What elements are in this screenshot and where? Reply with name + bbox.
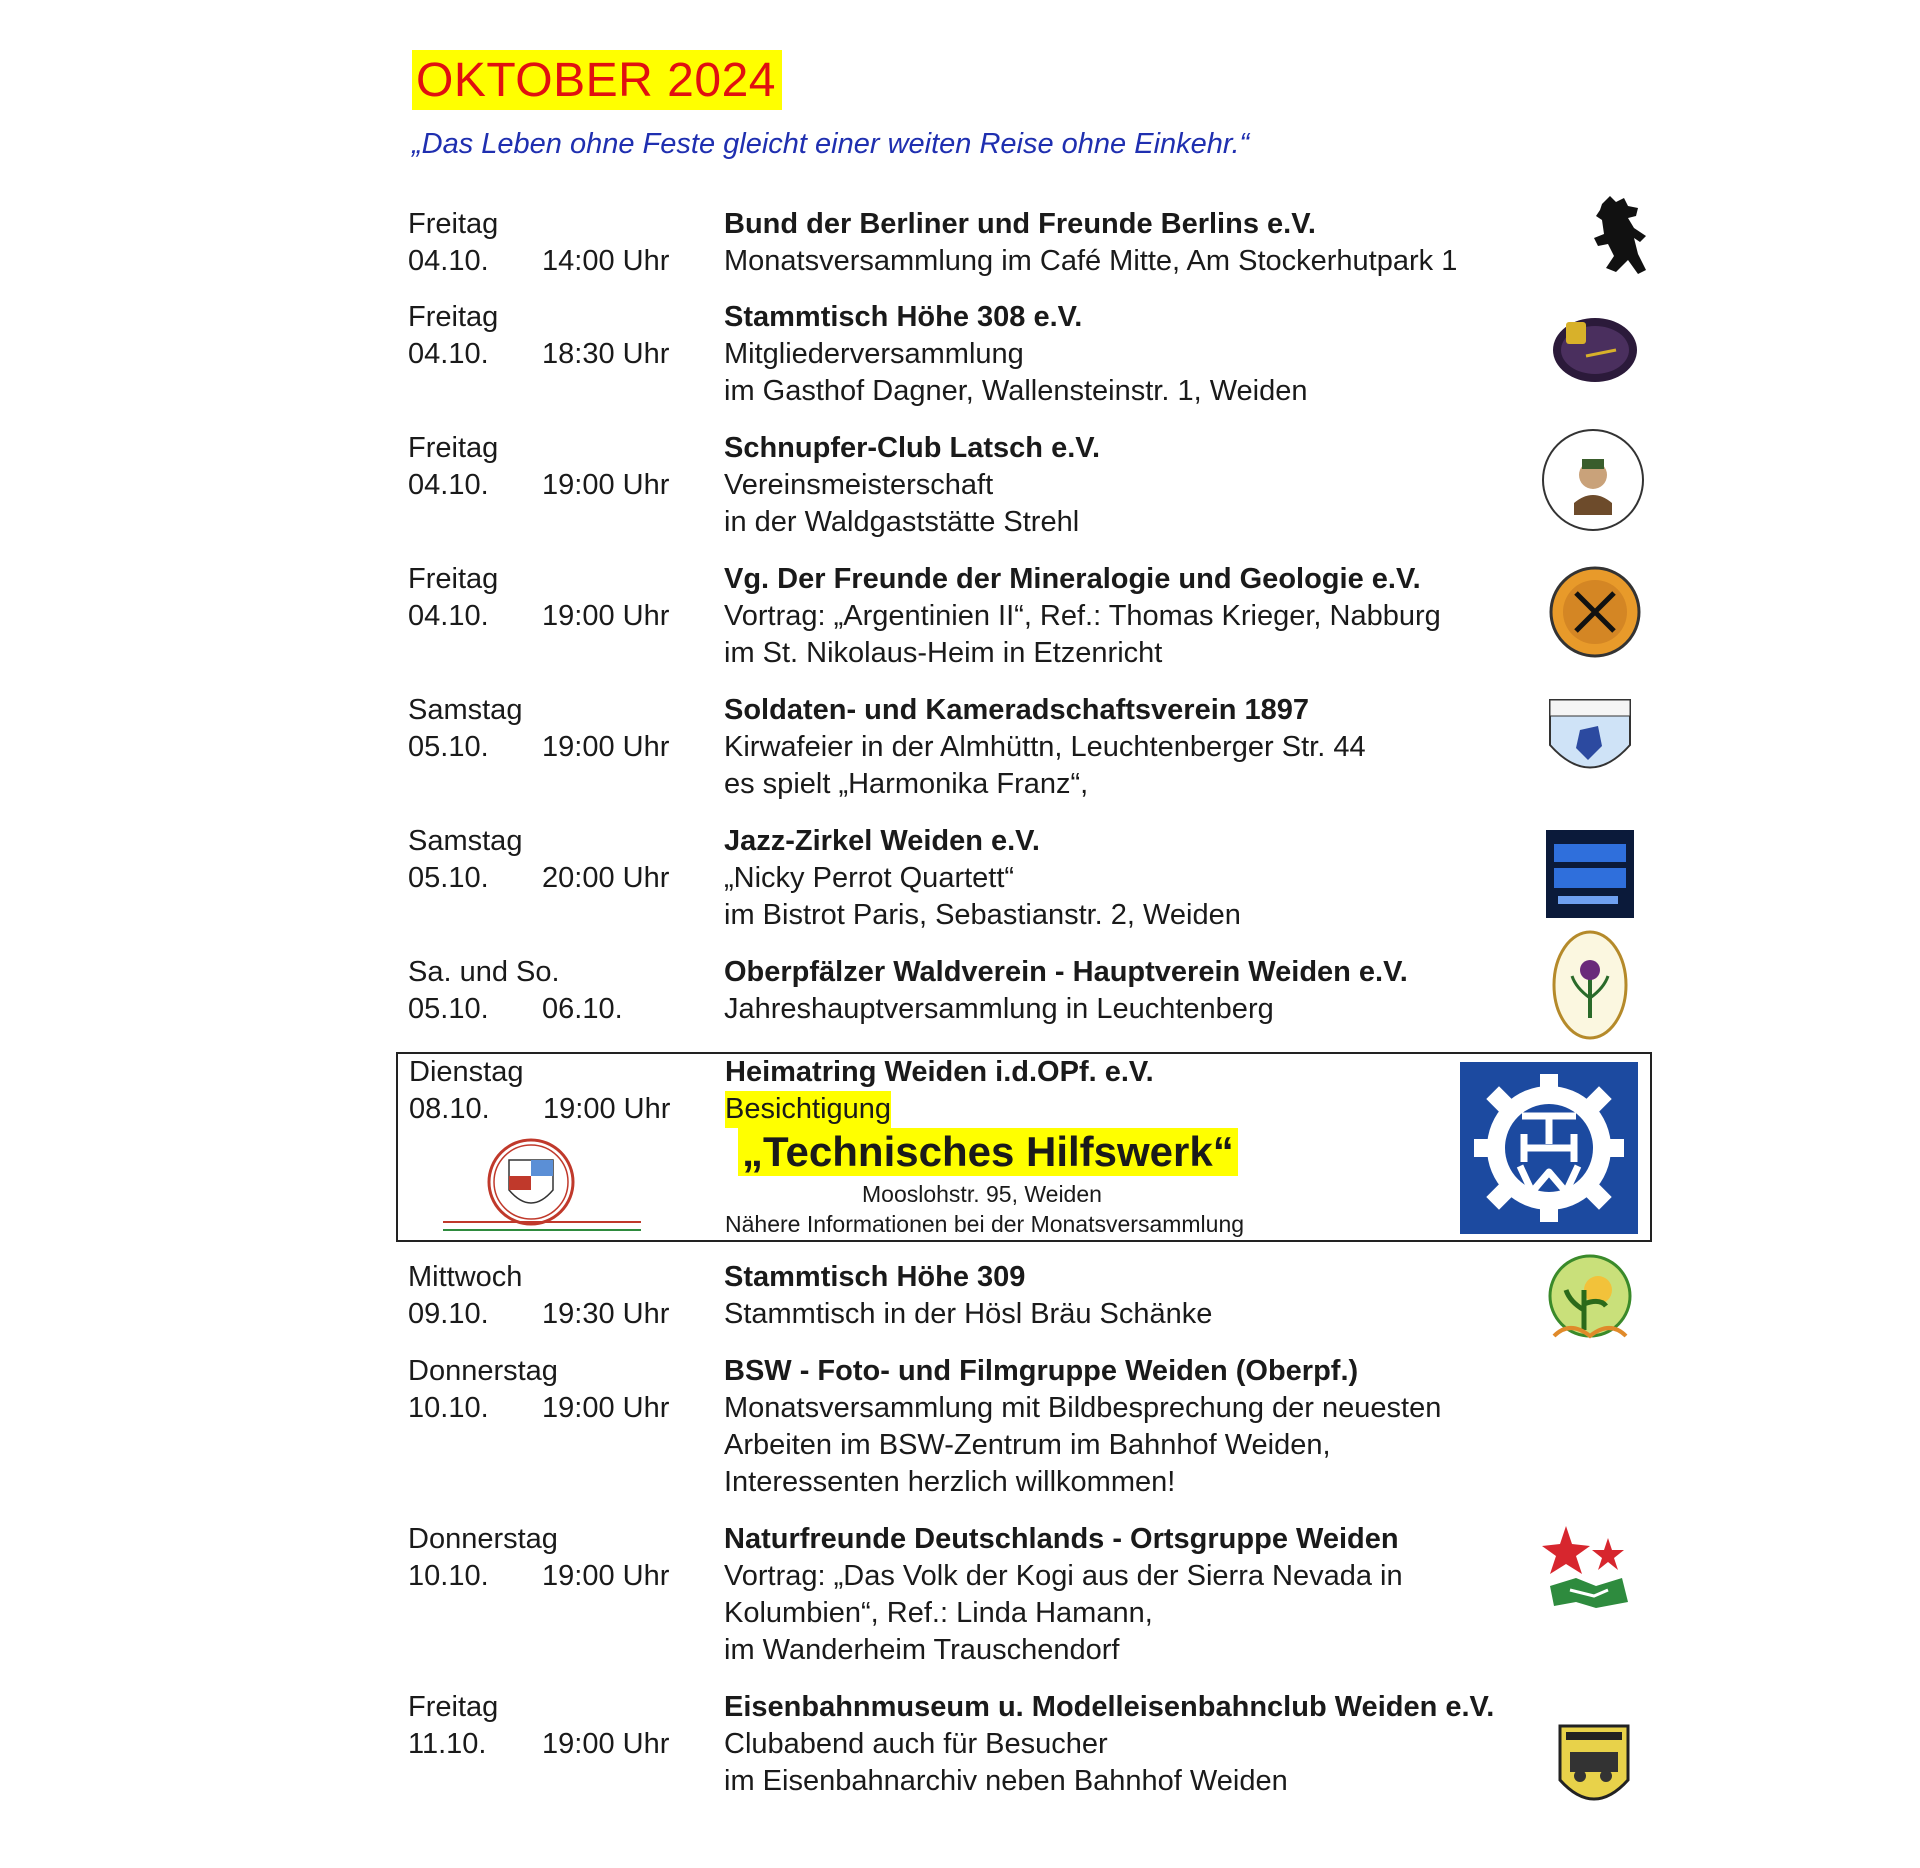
event-description: „Nicky Perrot Quartett“ xyxy=(724,862,1015,894)
event-day: Samstag xyxy=(408,825,523,857)
event-time: 19:00 Uhr xyxy=(542,1728,670,1760)
event-description: Vortrag: „Argentinien II“, Ref.: Thomas Krieger, Nabburg xyxy=(724,600,1441,632)
motto-quote: „Das Leben ohne Feste gleicht einer weiten Reise ohne Einkehr.“ xyxy=(412,128,1250,160)
waldverein-oval-icon xyxy=(1550,928,1630,1043)
event-description: Mitgliederversammlung xyxy=(724,338,1024,370)
event-time: 19:00 Uhr xyxy=(542,1560,670,1592)
event-time: 20:00 Uhr xyxy=(542,862,670,894)
event-day: Samstag xyxy=(408,694,523,726)
event-date: 11.10. xyxy=(408,1728,487,1760)
event-time: 19:00 Uhr xyxy=(542,1392,670,1424)
event-organizer: BSW - Foto- und Filmgruppe Weiden (Oberpf.) xyxy=(724,1355,1359,1387)
event-day: Donnerstag xyxy=(408,1523,558,1555)
jazz-zirkel-logo-icon xyxy=(1546,830,1634,918)
event-description: Vereinsmeisterschaft xyxy=(724,469,994,501)
event-description: im St. Nikolaus-Heim in Etzenricht xyxy=(724,637,1163,669)
mineralogy-hammer-badge-icon xyxy=(1548,565,1643,660)
hoehe-309-plant-icon xyxy=(1540,1250,1640,1350)
event-date: 10.10. xyxy=(408,1560,489,1592)
event-time: 19:00 Uhr xyxy=(542,600,670,632)
event-date: 04.10. xyxy=(408,245,489,277)
event-description: Kolumbien“, Ref.: Linda Hamann, xyxy=(724,1597,1153,1629)
event-time: 14:00 Uhr xyxy=(542,245,670,277)
month-title: OKTOBER 2024 xyxy=(412,50,782,110)
event-organizer: Stammtisch Höhe 309 xyxy=(724,1261,1026,1293)
event-date: 04.10. xyxy=(408,469,489,501)
event-date: 05.10. xyxy=(408,731,489,763)
event-time: 18:30 Uhr xyxy=(542,338,670,370)
event-organizer: Schnupfer-Club Latsch e.V. xyxy=(724,432,1100,464)
eisenbahnmuseum-shield-icon xyxy=(1556,1722,1632,1818)
event-day: Donnerstag xyxy=(408,1355,558,1387)
featured-address: Mooslohstr. 95, Weiden xyxy=(862,1181,1102,1207)
naturfreunde-handshake-icon xyxy=(1536,1516,1636,1616)
event-organizer: Heimatring Weiden i.d.OPf. e.V. xyxy=(725,1056,1154,1088)
event-time: 19:00 Uhr xyxy=(542,731,670,763)
featured-label: Besichtigung xyxy=(725,1091,891,1128)
thw-gear-logo-icon xyxy=(1460,1062,1638,1234)
event-date: 05.10. xyxy=(408,993,489,1025)
event-time: 19:00 Uhr xyxy=(542,469,670,501)
event-organizer: Bund der Berliner und Freunde Berlins e.V. xyxy=(724,208,1316,240)
event-organizer: Oberpfälzer Waldverein - Hauptverein Weiden e.V. xyxy=(724,956,1408,988)
event-date: 10.10. xyxy=(408,1392,489,1424)
event-description: Interessenten herzlich willkommen! xyxy=(724,1466,1176,1498)
event-day: Freitag xyxy=(408,208,499,240)
event-description: im Eisenbahnarchiv neben Bahnhof Weiden xyxy=(724,1765,1288,1797)
event-day: Freitag xyxy=(408,1691,499,1723)
event-day: Mittwoch xyxy=(408,1261,523,1293)
event-description: Stammtisch in der Hösl Bräu Schänke xyxy=(724,1298,1213,1330)
event-day: Freitag xyxy=(408,432,499,464)
event-date: 09.10. xyxy=(408,1298,489,1330)
event-day: Freitag xyxy=(408,301,499,333)
event-organizer: Stammtisch Höhe 308 e.V. xyxy=(724,301,1083,333)
featured-event-box xyxy=(396,1052,1652,1242)
event-description: es spielt „Harmonika Franz“, xyxy=(724,768,1089,800)
event-description: Jahreshauptversammlung in Leuchtenberg xyxy=(724,993,1274,1025)
event-description: Monatsversammlung im Café Mitte, Am Stockerhutpark 1 xyxy=(724,245,1458,277)
event-day: Freitag xyxy=(408,563,499,595)
event-description: in der Waldgaststätte Strehl xyxy=(724,506,1080,538)
stammtisch-308-badge-icon xyxy=(1550,308,1640,388)
event-date: 05.10. xyxy=(408,862,489,894)
event-organizer: Jazz-Zirkel Weiden e.V. xyxy=(724,825,1040,857)
event-description: Arbeiten im BSW-Zentrum im Bahnhof Weiden, xyxy=(724,1429,1331,1461)
event-time: 19:30 Uhr xyxy=(542,1298,670,1330)
event-time: 06.10. xyxy=(542,993,623,1025)
event-day: Sa. und So. xyxy=(408,956,560,988)
event-description: Clubabend auch für Besucher xyxy=(724,1728,1108,1760)
event-description: im Wanderheim Trauschendorf xyxy=(724,1634,1120,1666)
event-date: 04.10. xyxy=(408,600,489,632)
featured-title: „Technisches Hilfswerk“ xyxy=(738,1128,1238,1176)
event-description: Vortrag: „Das Volk der Kogi aus der Sierra Nevada in xyxy=(724,1560,1403,1592)
event-time: 19:00 Uhr xyxy=(543,1093,671,1125)
event-organizer: Vg. Der Freunde der Mineralogie und Geologie e.V. xyxy=(724,563,1421,595)
event-description: im Gasthof Dagner, Wallensteinstr. 1, Weiden xyxy=(724,375,1308,407)
event-organizer: Eisenbahnmuseum u. Modelleisenbahnclub Weiden e.V. xyxy=(724,1691,1495,1723)
event-date: 04.10. xyxy=(408,338,489,370)
event-organizer: Naturfreunde Deutschlands - Ortsgruppe Weiden xyxy=(724,1523,1399,1555)
event-description: Monatsversammlung mit Bildbesprechung der neuesten xyxy=(724,1392,1442,1424)
event-day: Dienstag xyxy=(409,1056,524,1088)
schnupferclub-seal-icon xyxy=(1538,425,1648,535)
event-description: Kirwafeier in der Almhüttn, Leuchtenberger Str. 44 xyxy=(724,731,1366,763)
event-date: 08.10. xyxy=(409,1093,490,1125)
featured-note: Nähere Informationen bei der Monatsversammlung xyxy=(725,1211,1245,1237)
heimatring-crest-icon xyxy=(443,1134,653,1234)
berlin-bear-icon xyxy=(1580,176,1660,296)
kv-weiden-shield-icon xyxy=(1540,690,1640,795)
event-organizer: Soldaten- und Kameradschaftsverein 1897 xyxy=(724,694,1310,726)
event-description: im Bistrot Paris, Sebastianstr. 2, Weiden xyxy=(724,899,1241,931)
